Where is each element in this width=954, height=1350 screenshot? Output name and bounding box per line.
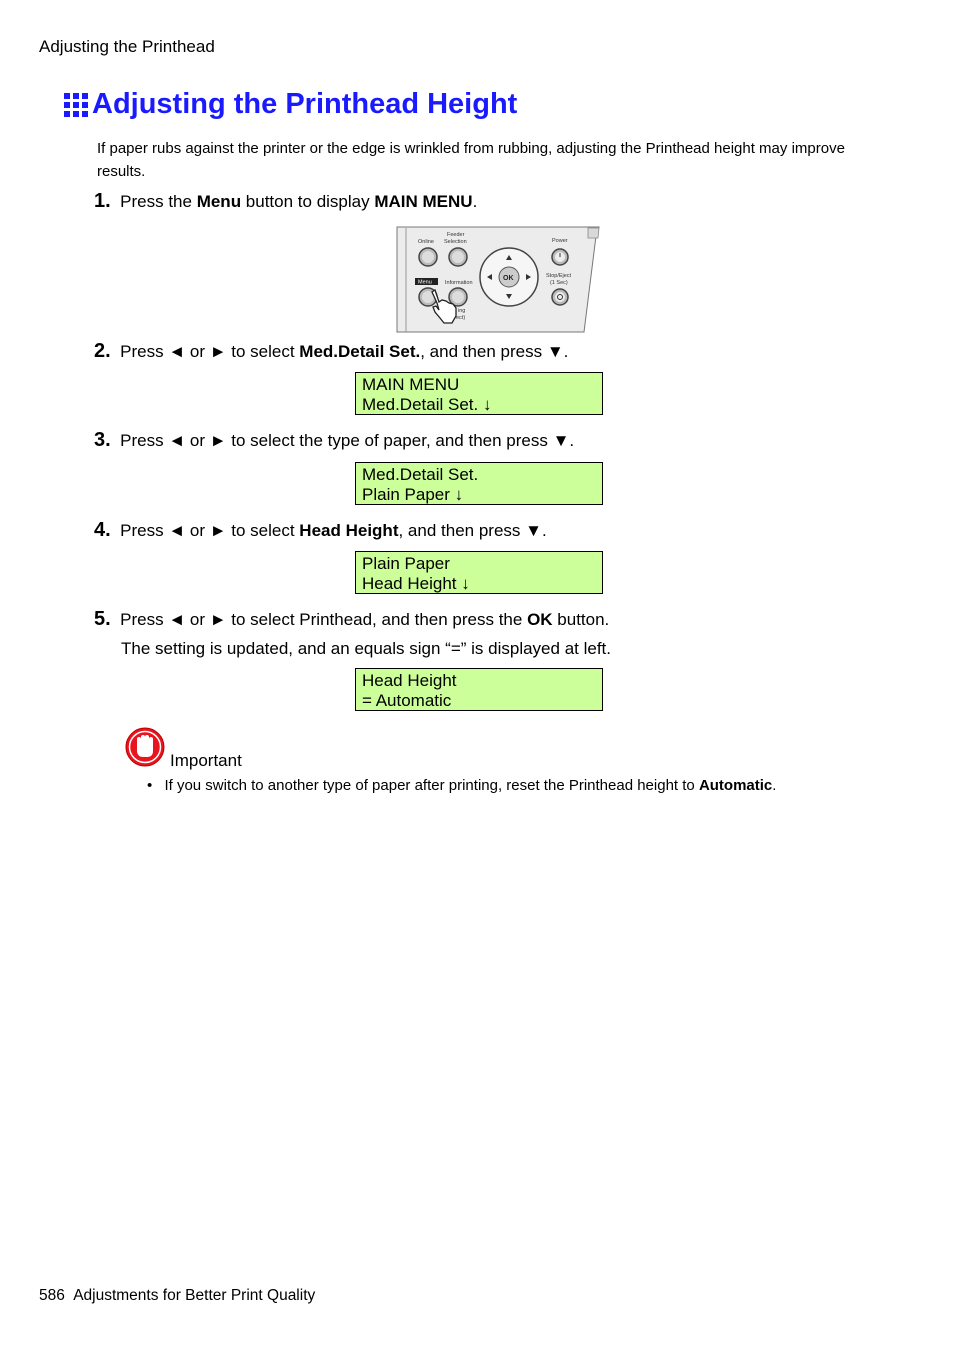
step-number: 3.	[94, 429, 111, 451]
lcd-line-2: Head Height ↓	[362, 574, 470, 593]
lcd-line-1: Med.Detail Set.	[362, 465, 479, 484]
panel-label-information: Information	[445, 280, 473, 286]
step-number: 1.	[94, 190, 111, 212]
step-5-result: The setting is updated, and an equals sign “=” is displayed at left.	[121, 639, 611, 658]
step-number: 2.	[94, 340, 111, 362]
panel-label-power: Power	[552, 238, 568, 244]
bullet-mark: •	[147, 777, 153, 794]
important-hand-icon	[124, 726, 166, 768]
section-grid-icon	[64, 93, 88, 117]
panel-label-one-sec: (1 Sec)	[550, 280, 568, 286]
panel-label-partial-2: ect)	[456, 315, 466, 321]
step-text: Press ◄ or ► to select the type of paper, and then press ▼.	[120, 431, 575, 450]
lcd-line-2: Plain Paper ↓	[362, 485, 464, 504]
feeder-selection-button	[449, 248, 467, 266]
lcd-display-3	[355, 551, 603, 594]
step-text: Press the Menu button to display MAIN MENU.	[120, 192, 478, 211]
power-button	[552, 249, 568, 265]
page-footer	[39, 1287, 315, 1305]
step-text: Press ◄ or ► to select Med.Detail Set., and then press ▼.	[120, 342, 569, 361]
panel-label-partial-1: ing	[458, 308, 466, 314]
online-button	[419, 248, 437, 266]
important-note-text: If you switch to another type of paper after printing, reset the Printhead height to Automatic.	[164, 777, 777, 794]
panel-label-stop-eject: Stop/Eject	[546, 273, 572, 279]
step-number: 5.	[94, 608, 111, 630]
page-number: 586	[39, 1287, 65, 1304]
printer-control-panel-illustration	[396, 226, 602, 334]
lcd-line-2: = Automatic	[362, 691, 452, 710]
step-text: Press ◄ or ► to select Head Height, and then press ▼.	[120, 521, 547, 540]
intro-paragraph: If paper rubs against the printer or the edge is wrinkled from rubbing, adjusting the Printhead height may improve results.	[97, 140, 845, 180]
running-header: Adjusting the Printhead	[39, 37, 215, 56]
page-title-text: Adjusting the Printhead Height	[92, 88, 518, 120]
step-1	[94, 190, 477, 213]
step-4	[94, 519, 547, 542]
lcd-line-2: Med.Detail Set. ↓	[362, 395, 492, 414]
lcd-line-1: Plain Paper	[362, 554, 450, 573]
step-5	[94, 608, 609, 631]
lcd-line-1: MAIN MENU	[362, 375, 460, 394]
lcd-display-4	[355, 668, 603, 711]
page-title	[64, 88, 517, 121]
step-3	[94, 429, 574, 452]
navigation-dial	[480, 248, 538, 306]
step-number: 4.	[94, 519, 111, 541]
important-label: Important	[170, 751, 242, 770]
ok-label: OK	[503, 275, 514, 282]
lcd-display-1	[355, 372, 603, 415]
step-text: Press ◄ or ► to select Printhead, and then press the OK button.	[120, 610, 610, 629]
stop-eject-button	[552, 289, 568, 305]
panel-label-selection: Selection	[444, 239, 467, 245]
lcd-display-2	[355, 462, 603, 505]
panel-label-online: Online	[418, 239, 434, 245]
panel-label-feeder: Feeder	[447, 232, 465, 238]
important-note	[147, 777, 776, 794]
step-2	[94, 340, 568, 363]
panel-label-menu: Menu	[418, 279, 432, 286]
lcd-line-1: Head Height	[362, 671, 457, 690]
chapter-title: Adjustments for Better Print Quality	[73, 1287, 316, 1304]
